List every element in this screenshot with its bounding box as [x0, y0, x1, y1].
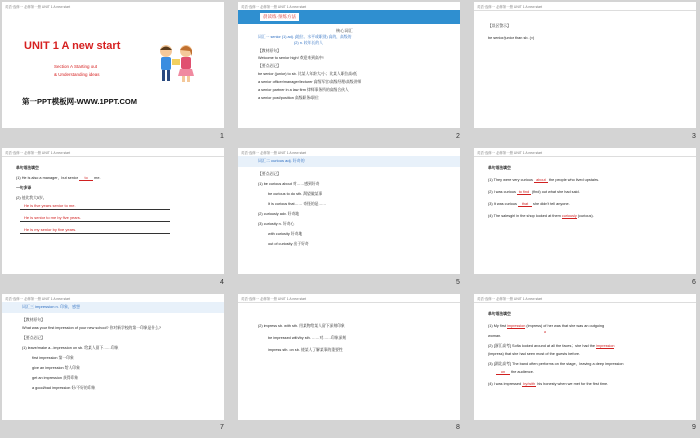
slide-number-2: 2 — [456, 133, 460, 140]
point-line: a good/bad impression 好/不好的印象 — [32, 386, 96, 390]
point-line: be curious to do sth. 渴望做某事 — [268, 192, 323, 196]
section-label: 【误区警示】 — [488, 24, 511, 28]
slide-number-7: 7 — [220, 424, 224, 431]
point-line: a senior officer/manager/lecturer 高级军官/高级经理/高级讲师 — [258, 80, 362, 84]
point-line: first impression 第一印象 — [32, 356, 74, 360]
slide-title: UNIT 1 A new start — [24, 40, 121, 52]
slide-number-8: 8 — [456, 424, 460, 431]
point-line: give an impression 给人印象 — [32, 366, 80, 370]
slide-header: 英语·选修一 必修第一册 UNIT 1 A new start — [477, 5, 543, 9]
point-line: (2) curiously adv. 好奇地 — [258, 212, 300, 216]
slide-number-1: 1 — [220, 133, 224, 140]
points-label: 【要点必记】 — [22, 336, 45, 340]
vocab-band: 词汇二 curious adj. 好奇的 — [258, 158, 305, 163]
slide-number-4: 4 — [220, 279, 224, 286]
section-label: 单句语法填空 — [488, 312, 511, 316]
point-line: (1) be curious about 对……感到好奇 — [258, 182, 320, 186]
answer-sub: a — [544, 330, 546, 334]
point-line: (2) impress sb. with sth. 用某物给某人留下深刻印象 — [258, 324, 345, 328]
question-3: (3) It was curious that she didn't tell anyone. — [488, 202, 570, 206]
question-4: (4) The salesgirl in the shop looked at them curiously (curious). — [488, 214, 594, 218]
question-1: (1) They were very curious about the people who lived upstairs. — [488, 178, 600, 182]
question-1: (1) My first impression (impress) of her was that she was an outgoing — [488, 324, 605, 328]
point-line: a senior post/position 高级职务/职位 — [258, 96, 319, 100]
slide-header: 英语·选修一 必修第一册 UNIT 1 A new start — [241, 297, 307, 301]
points-label: 【要点必记】 — [258, 64, 281, 68]
slide-header: 英语·选修一 必修第一册 UNIT 1 A new start — [477, 151, 543, 155]
slide-thumbnail-5[interactable] — [238, 148, 460, 274]
students-illustration — [152, 42, 200, 86]
translation-answer: He is my senior by five years. — [24, 227, 77, 232]
slide-number-3: 3 — [692, 133, 696, 140]
slide-number-5: 5 — [456, 279, 460, 286]
slide-thumbnail-6[interactable] — [474, 148, 696, 274]
example-sentence: Welcome to senior high! 欢迎来到高中! — [258, 56, 324, 60]
question-2-cont: (impress) that she had seen most of the guests before. — [488, 352, 581, 356]
slide-thumbnail-4[interactable] — [2, 148, 224, 274]
slide-thumbnail-8[interactable] — [238, 294, 460, 420]
section-label: 【教材原句】 — [258, 49, 281, 53]
word-definition-2: (2) n. 较年长的人 — [294, 41, 323, 45]
section-label: 单句语法填空 — [16, 166, 39, 170]
slide-thumbnail-7[interactable] — [2, 294, 224, 420]
slide-thumbnail-3[interactable] — [474, 2, 696, 128]
question-3-cont: on the audience. — [496, 370, 534, 375]
site-watermark: 第一PPT模板网-WWW.1PPT.COM — [22, 97, 137, 106]
slide-header: 英语·选修一 必修第一册 UNIT 1 A new start — [5, 297, 71, 301]
translation-answer: He is senior to me by five years. — [24, 215, 81, 220]
question-1-cont: woman. — [488, 334, 502, 338]
answer-blank: impression — [507, 324, 526, 328]
answer-blank: that — [518, 202, 532, 207]
answer-blank: on — [496, 370, 510, 375]
slide-header: 英语·选修一 必修第一册 UNIT 1 A new start — [5, 151, 71, 155]
slide-tab: 晨读练·预练方法 — [260, 13, 299, 21]
slide-subtitle: Section A Starting out — [54, 64, 98, 69]
section-heading: 核心词汇 — [336, 28, 353, 33]
question-2: (2) [浙江高考] Sofia looked around at all the faces；she had the impression — [488, 344, 615, 348]
vocab-band: 词汇三 impression n. 印象，感想 — [22, 304, 81, 309]
answer-blank: by/with — [523, 382, 536, 386]
slide-thumbnail-9[interactable] — [474, 294, 696, 420]
answer-blank: to find — [518, 190, 530, 194]
translation-answer: He is five years senior to me. — [24, 203, 76, 208]
slide-header: 英语·选修一 必修第一册 UNIT 1 A new start — [477, 297, 543, 301]
point-line: out of curiosity 出于好奇 — [268, 242, 309, 246]
example-sentence: What was your first impression of your new school? 你对新学校的第一印象是什么? — [22, 326, 162, 330]
slide-subtitle-2: & Understanding ideas — [54, 72, 100, 77]
answer-blank: impression — [596, 344, 615, 348]
question-2: (2) I was curious to find (find) out what she had said. — [488, 190, 580, 194]
answer-blank: to — [79, 176, 93, 181]
question-1: (1) He is also a manager，but senior to me. — [16, 176, 101, 180]
answer-blank: about — [534, 178, 548, 183]
section-label: 单句语法填空 — [488, 166, 511, 170]
slide-header: 英语·选修一 必修第一册 UNIT 1 A new start — [5, 5, 71, 9]
question-3: (3) [湖北高考] The band often performs on the stage，leaving a deep impression — [488, 362, 624, 366]
slide-header: 英语·选修一 必修第一册 UNIT 1 A new start — [241, 5, 307, 9]
question-2: (2) 他比我大5岁。 — [16, 196, 47, 200]
warning-sentence: be senior/junior than sb. (×) — [488, 36, 535, 40]
answer-blank: curiously — [561, 214, 577, 218]
slide-number-6: 6 — [692, 279, 696, 286]
point-line: (3) curiosity n. 好奇心 — [258, 222, 295, 226]
point-line: get an impression 获得印象 — [32, 376, 79, 380]
point-line: a senior partner in a law firm 律师事务所的高级合伙人 — [258, 88, 349, 92]
point-line: be impressed with/by sth. ……对……印象深刻 — [268, 336, 347, 340]
word-definition: 词汇一 senior (1) adj. (地位、水平或职别) 高的，高级的 — [258, 35, 352, 39]
question-4: (4) I was impressed by/with his honesty when we met for the first time. — [488, 382, 609, 386]
slide-thumbnail-2[interactable] — [238, 2, 460, 128]
point-line: impress sth. on sb. 使某人了解某事的重要性 — [268, 348, 343, 352]
point-line: It is curious that…… 奇怪的是…… — [268, 202, 327, 206]
point-line: be senior (junior) to sb. 比某人年龄大/小；比某人职位高/低 — [258, 72, 357, 76]
section-label-2: 一句多译 — [16, 186, 32, 190]
section-label: 【教材原句】 — [22, 318, 45, 322]
slide-header: 英语·选修一 必修第一册 UNIT 1 A new start — [241, 151, 307, 155]
point-line: with curiosity 好奇地 — [268, 232, 303, 236]
slide-number-9: 9 — [692, 424, 696, 431]
slide-thumbnail-1[interactable] — [2, 2, 224, 128]
points-label: 【要点必记】 — [258, 172, 281, 176]
point-line: (1) leave/make a...impression on sb. 给某人留下……印象 — [22, 346, 119, 350]
